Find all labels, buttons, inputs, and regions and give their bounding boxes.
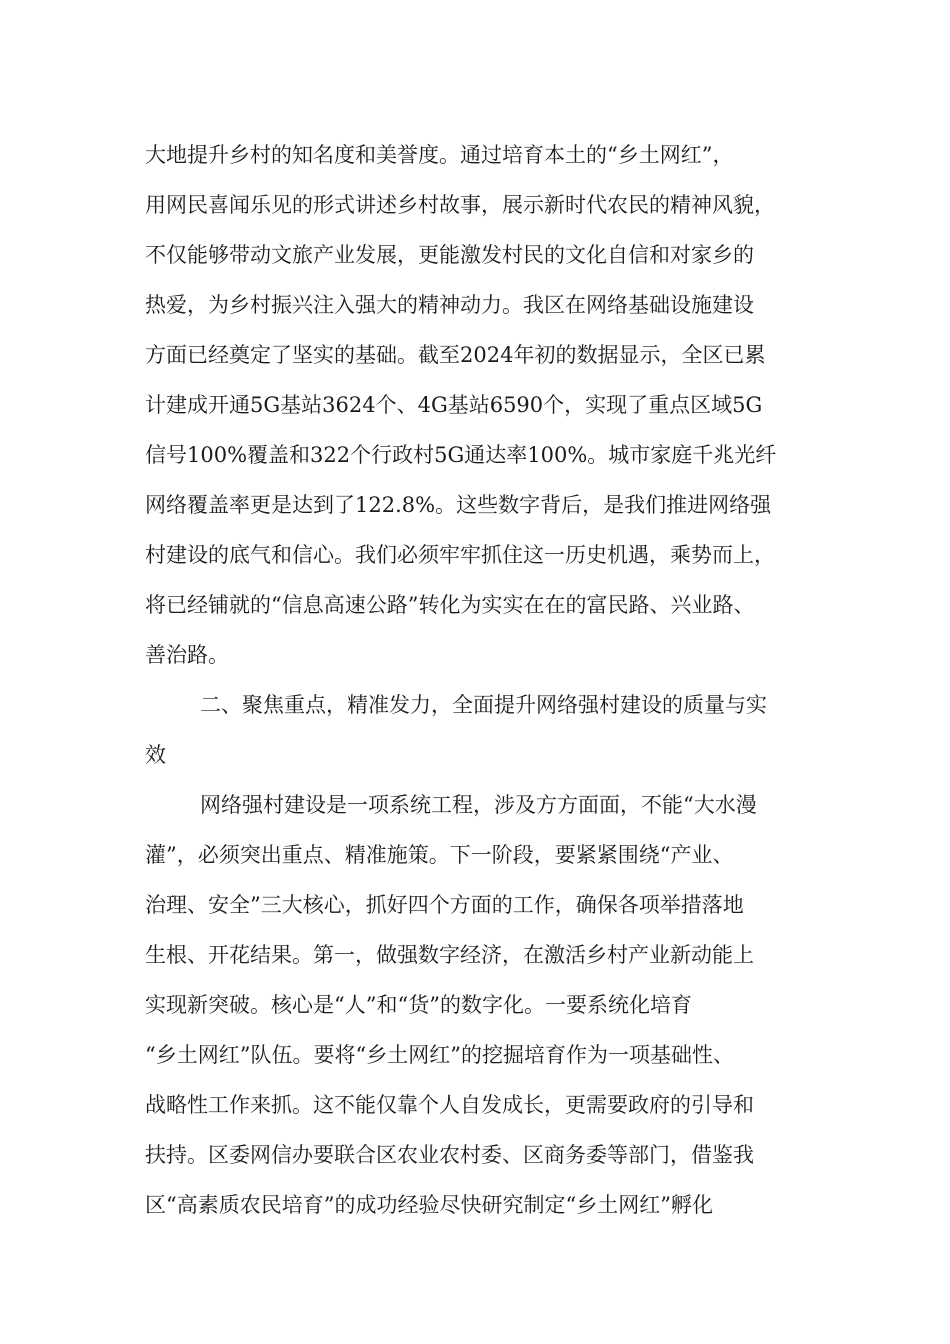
text-line: 方面已经奠定了坚实的基础。截至2024年初的数据显示，全区已累 xyxy=(145,343,766,367)
text-line: 大地提升乡村的知名度和美誉度。通过培育本土的“乡土网红”， xyxy=(145,143,734,167)
text-line: 扶持。区委网信办要联合区农业农村委、区商务委等部门，借鉴我 xyxy=(145,1143,754,1167)
text-line: 区“高素质农民培育”的成功经验尽快研究制定“乡土网红”孵化 xyxy=(145,1193,713,1217)
text-line: 用网民喜闻乐见的形式讲述乡村故事，展示新时代农民的精神风貌， xyxy=(145,193,775,217)
text-line: 将已经铺就的“信息高速公路”转化为实实在在的富民路、兴业路、 xyxy=(145,593,755,617)
paragraph-start: 网络强村建设是一项系统工程，涉及方方面面，不能“大水漫 xyxy=(200,793,757,817)
text-line: 热爱，为乡村振兴注入强大的精神动力。我区在网络基础设施建设 xyxy=(145,293,754,317)
text-line: 计建成开通5G基站3624个、4G基站6590个，实现了重点区域5G xyxy=(145,393,763,417)
text-line: 实现新突破。核心是“人”和“货”的数字化。一要系统化培育 xyxy=(145,993,692,1017)
text-line: 生根、开花结果。第一，做强数字经济，在激活乡村产业新动能上 xyxy=(145,943,754,967)
text-line: 村建设的底气和信心。我们必须牢牢抓住这一历史机遇，乘势而上， xyxy=(145,543,775,567)
text-line: 善治路。 xyxy=(145,643,229,667)
text-line: 治理、安全”三大核心，抓好四个方面的工作，确保各项举措落地 xyxy=(145,893,744,917)
text-line: 战略性工作来抓。这不能仅靠个人自发成长，更需要政府的引导和 xyxy=(145,1093,754,1117)
text-line: 不仅能够带动文旅产业发展，更能激发村民的文化自信和对家乡的 xyxy=(145,243,754,267)
text-line: “乡土网红”队伍。要将“乡土网红”的挖掘培育作为一项基础性、 xyxy=(145,1043,734,1067)
text-line: 信号100%覆盖和322个行政村5G通达率100%。城市家庭千兆光纤 xyxy=(145,443,777,467)
text-line: 灌”，必须突出重点、精准施策。下一阶段，要紧紧围绕“产业、 xyxy=(145,843,734,867)
text-line: 网络覆盖率更是达到了122.8%。这些数字背后，是我们推进网络强 xyxy=(145,493,772,517)
section-heading-cont: 效 xyxy=(145,743,166,767)
section-heading: 二、聚焦重点，精准发力，全面提升网络强村建设的质量与实 xyxy=(200,693,767,717)
